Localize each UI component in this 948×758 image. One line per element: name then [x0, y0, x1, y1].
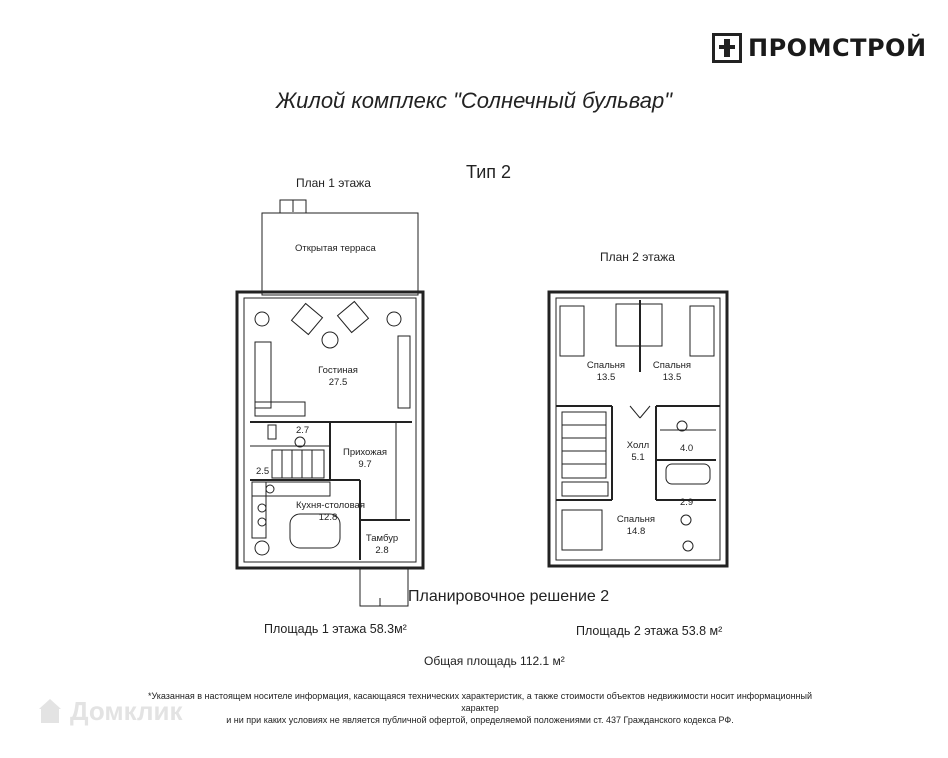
- kitchen-name: Кухня-столовая: [296, 500, 365, 511]
- brand-name: ПРОМСТРОЙ: [748, 34, 927, 62]
- storage1-area: 2.5: [256, 466, 270, 477]
- living-room-name: Гостиная: [318, 365, 358, 376]
- living-room-area: 27.5: [328, 377, 348, 388]
- hall2-area: 5.1: [631, 452, 645, 463]
- bedroom2-area: 13.5: [662, 372, 682, 383]
- layout-solution-label: Планировочное решение 2: [408, 588, 610, 605]
- living-room-label: [318, 365, 358, 389]
- disclaimer-line-2: и ни при каких условиях не является публичной офертой, определяемой положениями ст. 437 Гражданского кодекса РФ.: [226, 715, 734, 725]
- bedroom2-name: Спальня: [652, 360, 692, 371]
- watermark-text: Домклик: [70, 696, 183, 726]
- watermark: [36, 696, 182, 727]
- disclaimer-line-1: *Указанная в настоящем носителе информация, касающаяся технических характеристик, а также стоимости объектов недвижимости носит информационный характер: [147, 691, 813, 713]
- bedroom3-area: 14.8: [626, 526, 646, 537]
- wc2-area: 4.0: [680, 443, 694, 454]
- bedroom3-name: Спальня: [616, 514, 656, 525]
- hall1-name: Прихожая: [342, 447, 388, 458]
- hall2-label: [622, 440, 654, 464]
- total-area: Общая площадь 112.1 м²: [424, 654, 565, 668]
- bedroom1-name: Спальня: [586, 360, 626, 371]
- floor1-area: Площадь 1 этажа 58.3м²: [264, 622, 407, 636]
- bath2-area: 2.9: [680, 497, 694, 508]
- vestibule-label: [364, 533, 400, 557]
- vestibule-area: 2.8: [375, 545, 389, 556]
- hall1-area: 9.7: [358, 459, 372, 470]
- bedroom2-label: [652, 360, 692, 384]
- terrace-label: Открытая терраса: [295, 243, 376, 254]
- floor1-label: План 1 этажа: [296, 176, 371, 190]
- hall1-label: [340, 447, 390, 471]
- bedroom3-label: [614, 514, 658, 538]
- type-label: Тип 2: [466, 162, 512, 182]
- floor2-label: План 2 этажа: [600, 250, 675, 264]
- floor2-area: Площадь 2 этажа 53.8 м²: [576, 624, 723, 638]
- page-title: Жилой комплекс "Солнечный бульвар": [276, 88, 672, 113]
- hall2-name: Холл: [626, 440, 650, 451]
- kitchen-label: [296, 500, 365, 524]
- disclaimer: [130, 690, 830, 726]
- bedroom1-area: 13.5: [596, 372, 616, 383]
- house-icon: [36, 699, 64, 725]
- bedroom1-label: [586, 360, 626, 384]
- vestibule-name: Тамбур: [365, 533, 399, 544]
- kitchen-area: 12.8: [318, 512, 338, 523]
- bath1-area: 2.7: [296, 425, 310, 436]
